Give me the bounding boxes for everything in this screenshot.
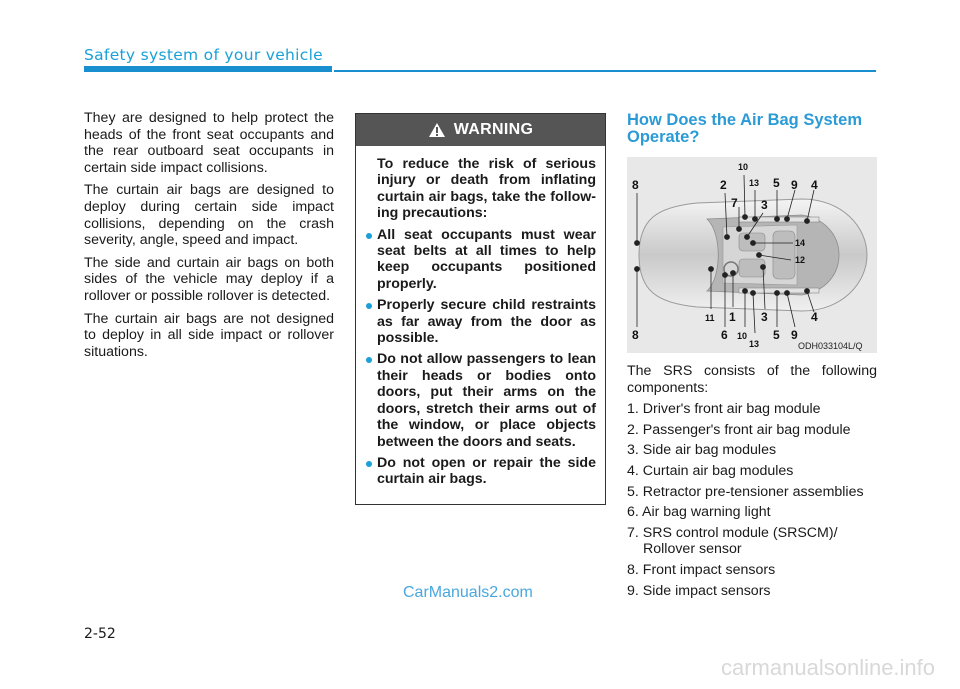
label-10-bottom: 10 bbox=[737, 331, 748, 341]
warning-item: Do not open or repair the side curtain air bags. bbox=[377, 455, 596, 488]
warning-item: Properly secure child restraints as far away from the door as possible. bbox=[377, 297, 596, 346]
watermark-bottom: carmanualsonline.info bbox=[721, 655, 936, 680]
section-header: Safety system of your vehicle bbox=[84, 46, 324, 64]
list-item-text: 7. SRS control module (SRSCM)/ bbox=[627, 524, 838, 541]
list-item: 2. Passenger's front air bag module bbox=[627, 421, 851, 438]
label-3-bottom: 3 bbox=[761, 310, 768, 324]
label-8-top: 8 bbox=[632, 178, 639, 192]
list-item-continuation: Rollover sensor bbox=[643, 541, 742, 558]
header-bar-thin bbox=[334, 70, 876, 72]
paragraph: They are designed to help protect the heads of the front seat occupants and the rear outboard seat occupants in certain side impact collisions. bbox=[84, 110, 334, 176]
label-13-bottom: 13 bbox=[749, 339, 760, 349]
label-10-top: 10 bbox=[738, 162, 749, 172]
left-column bbox=[84, 110, 334, 366]
page-number: 2-52 bbox=[84, 626, 116, 642]
component-list bbox=[627, 401, 877, 599]
warning-item: Do not allow passengers to lean their heads or bodies onto doors, put their arms on the doors, stretch their arms out of the window, or place objects between the doors and seats. bbox=[377, 351, 596, 449]
label-6: 6 bbox=[721, 328, 728, 342]
label-7: 7 bbox=[731, 196, 738, 210]
airbag-diagram bbox=[627, 157, 877, 353]
list-item: 6. Air bag warning light bbox=[627, 504, 771, 521]
list-item bbox=[627, 525, 877, 558]
bullet-icon bbox=[366, 357, 372, 363]
warning-title: WARNING bbox=[453, 121, 534, 138]
bullet-icon bbox=[366, 233, 372, 239]
label-4-bottom: 4 bbox=[811, 310, 818, 324]
warning-intro: To reduce the risk of serious injury or death from inflating curtain air bags, take the follow-ing precautions: bbox=[377, 156, 596, 222]
airbag-section-title: How Does the Air Bag System Operate? bbox=[627, 111, 863, 146]
list-item: 1. Driver's front air bag module bbox=[627, 401, 821, 418]
label-9-bottom: 9 bbox=[791, 328, 798, 342]
label-1: 1 bbox=[729, 310, 736, 324]
label-4-top: 4 bbox=[811, 178, 818, 192]
label-8-bottom: 8 bbox=[632, 328, 639, 342]
label-14: 14 bbox=[795, 238, 806, 248]
label-9-top: 9 bbox=[791, 178, 798, 192]
car-top-view-image bbox=[627, 157, 877, 353]
list-item: 8. Front impact sensors bbox=[627, 561, 776, 578]
header-bar-thick bbox=[84, 66, 332, 72]
warning-body bbox=[356, 146, 605, 488]
label-5-top: 5 bbox=[773, 176, 780, 190]
warning-item: All seat occupants must wear seat belts at all times to help keep occupants positioned properly. bbox=[377, 227, 596, 293]
watermark-link[interactable]: CarManuals2.com bbox=[403, 584, 533, 601]
warning-list bbox=[377, 227, 596, 488]
paragraph: The curtain air bags are not designed to deploy in all side impact or rollover situations. bbox=[84, 310, 334, 360]
warning-box bbox=[355, 113, 606, 505]
srs-intro: The SRS consists of the following components: bbox=[627, 363, 877, 396]
label-13-top: 13 bbox=[749, 178, 760, 188]
label-2: 2 bbox=[720, 178, 727, 192]
list-item: 5. Retractor pre-tensioner assemblies bbox=[627, 483, 864, 500]
figure-code: ODH033104L/Q bbox=[798, 341, 863, 351]
bullet-icon bbox=[366, 461, 372, 467]
bullet-icon bbox=[366, 303, 372, 309]
label-12: 12 bbox=[795, 255, 806, 265]
label-11: 11 bbox=[705, 313, 715, 323]
label-5-bottom: 5 bbox=[773, 328, 780, 342]
right-column bbox=[627, 363, 877, 603]
list-item: 9. Side impact sensors bbox=[627, 582, 771, 599]
paragraph: The side and curtain air bags on both sides of the vehicle may deploy if a rollover or possible rollover is detected. bbox=[84, 254, 334, 304]
list-item: 3. Side air bag modules bbox=[627, 442, 777, 459]
label-3-top: 3 bbox=[761, 198, 768, 212]
warning-header bbox=[356, 114, 605, 146]
warning-triangle-icon bbox=[428, 122, 446, 138]
list-item: 4. Curtain air bag modules bbox=[627, 462, 794, 479]
paragraph: The curtain air bags are designed to deploy during certain side impact collisions, depending on the crash severity, angle, speed and impact. bbox=[84, 182, 334, 249]
